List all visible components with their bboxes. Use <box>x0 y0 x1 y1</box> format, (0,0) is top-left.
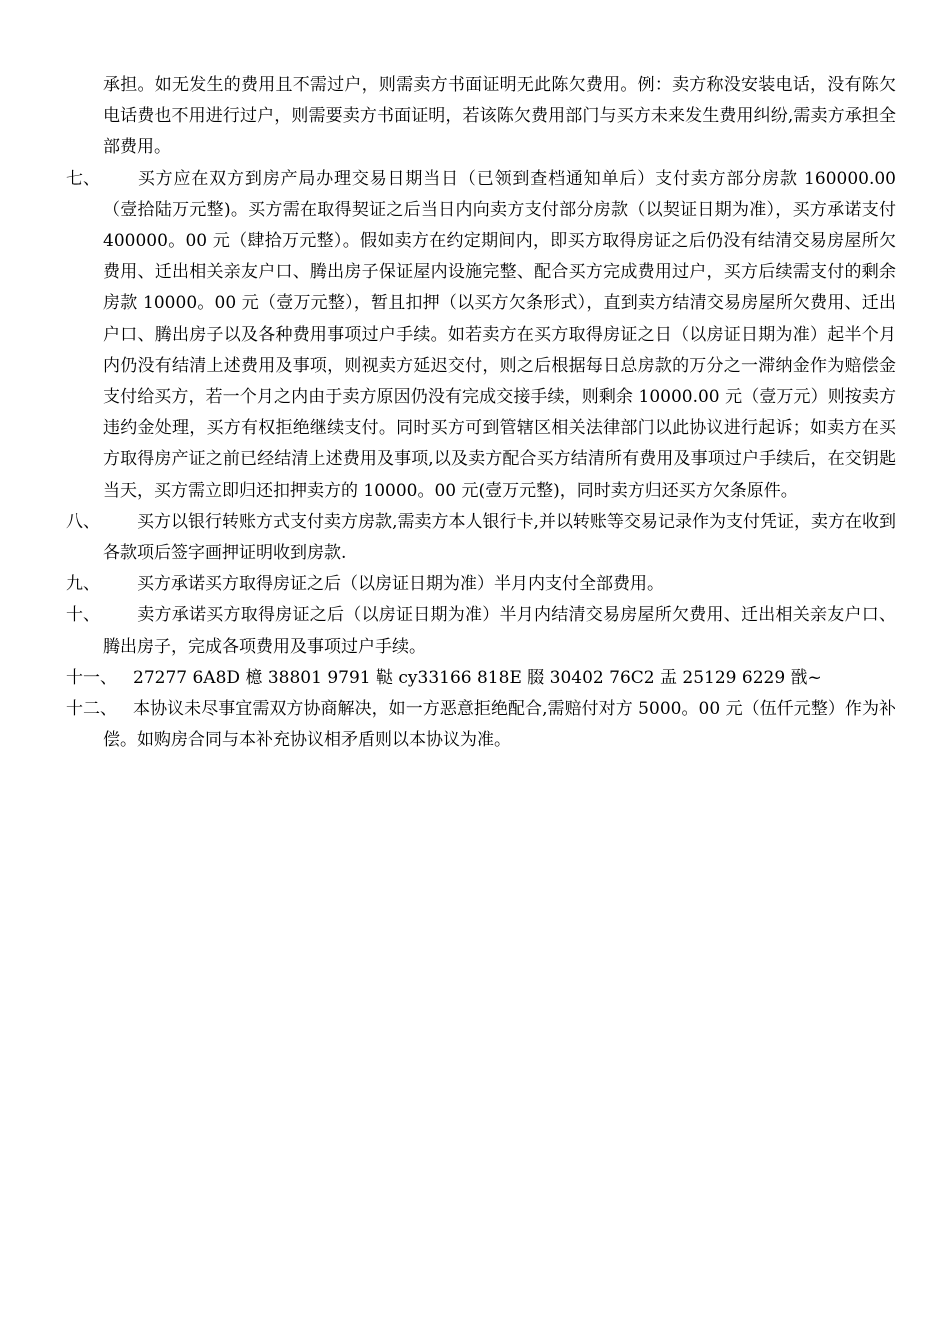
clause-12 <box>66 694 896 756</box>
clause-text: 卖方承诺买方取得房证之后（以房证日期为准）半月内结清交易房屋所欠费用、迁出相关亲友户口、腾出房子，完成各项费用及事项过户手续。 <box>103 605 896 657</box>
clause-10 <box>66 600 896 662</box>
clause-number: 十一、 <box>66 667 117 688</box>
clause-number: 九、 <box>66 574 100 595</box>
clause-number: 十、 <box>66 605 100 626</box>
clause-8 <box>66 507 896 569</box>
document-body <box>66 70 896 756</box>
clause-text: 27277 6A8D 檍 38801 9791 鞑 cy33166 818E 腏 30402 76C2 盂 25129 6229 戩~ <box>133 667 822 688</box>
clause-number: 八、 <box>66 511 100 532</box>
clause-text: 买方以银行转账方式支付卖方房款,需卖方本人银行卡,并以转账等交易记录作为支付凭证，卖方在收到各款项后签字画押证明收到房款. <box>103 511 896 564</box>
clause-number: 七、 <box>66 168 100 189</box>
clause-text: 本协议未尽事宜需双方协商解决，如一方恶意拒绝配合,需赔付对方 5000。00 元（伍仟元整）作为补偿。如购房合同与本补充协议相矛盾则以本协议为准。 <box>103 699 896 751</box>
clause-number: 十二、 <box>66 699 117 720</box>
clause-9 <box>66 569 896 600</box>
clause-text: 买方承诺买方取得房证之后（以房证日期为准）半月内支付全部费用。 <box>137 574 664 595</box>
clause-7 <box>66 164 896 507</box>
continuation-paragraph: 承担。如无发生的费用且不需过户，则需卖方书面证明无此陈欠费用。例：卖方称没安装电话，没有陈欠电话费也不用进行过户，则需要卖方书面证明，若该陈欠费用部门与买方未来发生费用纠纷,需卖方承担全部费用。 <box>103 75 896 158</box>
clause-11 <box>66 663 896 694</box>
clause-text: 买方应在双方到房产局办理交易日期当日（已领到查档通知单后）支付卖方部分房款 160000.00（壹拾陆万元整)。买方需在取得契证之后当日内向卖方支付部分房款（以契证日期为准），买方承诺支付 400000。00 元（肆拾万元整）。假如卖方在约定期间内，即买方取得房证之后仍没有结清交易房屋所欠费用、迁出相关亲友户口、腾出房子保证屋内设施完整、配合买方完成费用过户，买方后续需支付的剩余房款 10000。00 元（壹万元整），暂且扣押（以买方欠条形式），直到卖方结清交易房屋所欠费用、迁出户口、腾出房子以及各种费用事项过户手续。如若卖方在买方取得房证之日（以房证日期为准）起半个月内仍没有结清上述费用及事项，则视卖方延迟交付，则之后根据每日总房款的万分之一滞纳金作为赔偿金支付给买方，若一个月之内由于卖方原因仍没有完成交接手续，则剩余 10000.00 元（壹万元）则按卖方违约金处理，买方有权拒绝继续支付。同时买方可到管辖区相关法律部门以此协议进行起诉；如卖方在买方取得房产证之前已经结清上述费用及事项,以及卖方配合买方结清所有费用及事项过户手续后，在交钥匙当天，买方需立即归还扣押卖方的 10000。00 元(壹万元整)，同时卖方归还买方欠条原件。 <box>103 168 896 501</box>
